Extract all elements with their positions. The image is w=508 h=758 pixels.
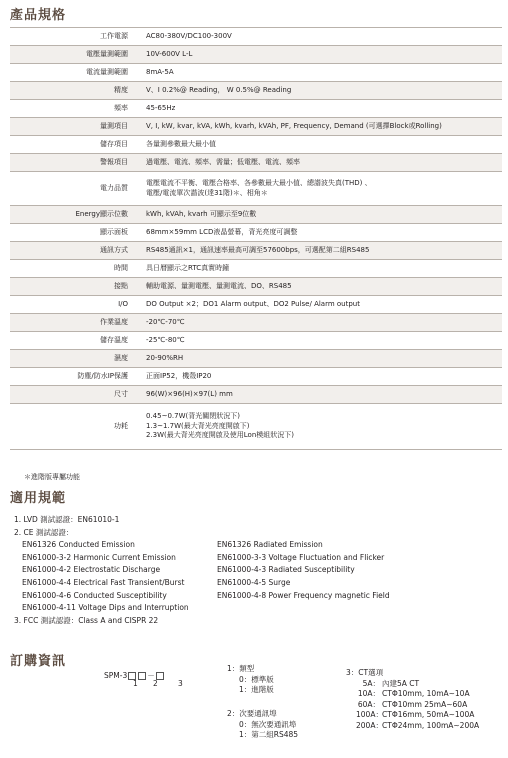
- spec-row: [10, 332, 502, 350]
- spec-label: 儲存溫度: [100, 335, 128, 344]
- spec-row: [10, 404, 502, 450]
- ct-option: [356, 700, 479, 711]
- spec-value: 10V-600V L-L: [138, 46, 502, 64]
- order-info: [0, 664, 508, 758]
- spec-label: Energy顯示位數: [10, 206, 138, 224]
- comm-option: 1：第二組RS485: [239, 730, 299, 739]
- spec-label: I/O: [118, 299, 128, 308]
- spec-table: [10, 27, 502, 450]
- ce-standard: EN61326 Conducted Emission: [22, 540, 135, 550]
- spec-value-line: 2.3W(最大背光亮度開啟及使用Lon模組狀況下): [146, 431, 295, 440]
- ce-standard-row: [14, 539, 494, 552]
- spec-label: 接點: [10, 278, 138, 296]
- standards-list: [14, 514, 494, 627]
- ct-rating: 100A：: [356, 710, 383, 719]
- spec-section-title: 產品規格: [10, 8, 67, 23]
- spec-label: 精度: [10, 82, 138, 100]
- spec-label: 警報項目: [10, 154, 138, 172]
- application-section-title: 適用規範: [10, 491, 67, 506]
- ce-standard-row: [14, 564, 494, 577]
- spec-value: 各量測參數最大最小值: [146, 139, 216, 148]
- ce-standard-row: [14, 590, 494, 603]
- type-title: 1：類型: [227, 664, 255, 673]
- ct-rating: 200A：: [356, 720, 383, 730]
- spec-row: [10, 260, 502, 278]
- spec-label: 電壓量測範圍: [10, 46, 138, 64]
- comm-title: 2：次要通訊埠: [227, 709, 277, 718]
- spec-row: [10, 278, 502, 296]
- option-index-2: 2: [153, 679, 158, 688]
- spec-value: V, I, kW, kvar, kVA, kWh, kvarh, kVAh, PF, Frequency, Demand (可選擇Block或Rolling): [138, 118, 502, 136]
- spec-label: 尺寸: [10, 386, 138, 404]
- spec-value: [138, 404, 502, 450]
- ct-title: 3：CT選項: [346, 668, 384, 677]
- spec-value: 具日曆顯示之RTC真實時鐘: [146, 263, 230, 272]
- ct-option: [356, 721, 479, 732]
- spec-row: [10, 350, 502, 368]
- spec-row: [10, 224, 502, 242]
- spec-value: AC80-380V/DC100-300V: [146, 31, 232, 40]
- option-box-2: [138, 672, 146, 680]
- ce-standard: EN61000-4-5 Surge: [217, 577, 291, 587]
- type-options: [227, 664, 274, 696]
- spec-row: [10, 100, 502, 118]
- spec-label: 工作電源: [100, 31, 128, 40]
- model-prefix: SPM-3: [104, 671, 128, 680]
- ce-standard: EN61000-4-6 Conducted Susceptibility: [22, 590, 167, 600]
- spec-value: 正面IP52，機殼IP20: [146, 371, 212, 380]
- ce-certification: 2. CE 測試認證：: [14, 527, 74, 537]
- ct-spec: CTΦ10mm 25mA~60A: [382, 699, 468, 709]
- ce-standard-row: [14, 602, 494, 615]
- option-index-1: 1: [133, 679, 138, 688]
- spec-value: DO Output ×2；DO1 Alarm output、DO2 Pulse/ Alarm output: [146, 299, 360, 308]
- spec-value-line: 電壓電流不平衡、電壓合格率、各參數最大最小值、總諧波失真(THD) 、: [146, 179, 372, 188]
- ct-option: [356, 710, 479, 721]
- lvd-certification: 1. LVD 測試認證：EN61010-1: [14, 515, 120, 524]
- ce-standard: [217, 602, 494, 615]
- fcc-certification: 3. FCC 測試認證：Class A and CISPR 22: [14, 615, 159, 625]
- spec-value: 8mA-5A: [146, 67, 174, 76]
- type-option: 1：進階版: [239, 685, 274, 694]
- spec-row: [10, 172, 502, 206]
- ct-option: [356, 689, 479, 700]
- spec-value: -25℃-80℃: [146, 335, 185, 344]
- ct-rating: 5A：: [362, 678, 380, 688]
- spec-row: [10, 206, 502, 224]
- spec-row: [10, 242, 502, 260]
- comm-option: 0：無次要通訊埠: [239, 719, 297, 729]
- advanced-footnote: ＊進階版專屬功能: [24, 473, 80, 481]
- ct-spec: CTΦ24mm, 100mA~200A: [382, 720, 480, 730]
- spec-value: RS485通訊×1，通訊速率最高可調至57600bps，可選配第二組RS485: [138, 242, 502, 260]
- comm-options: [227, 709, 298, 741]
- spec-label: 電流量測範圍: [86, 67, 128, 76]
- ce-standard: EN61000-3-3 Voltage Fluctuation and Flicker: [217, 552, 385, 562]
- spec-label: 顯示面板: [100, 227, 128, 236]
- type-option: 0：標準版: [239, 674, 274, 684]
- spec-row: [10, 314, 502, 332]
- ce-standard: EN61000-4-8 Power Frequency magnetic Field: [217, 590, 390, 600]
- order-section-title: 訂購資訊: [10, 654, 67, 669]
- spec-value: [138, 172, 502, 206]
- ce-standard: EN61000-4-2 Electrostatic Discharge: [22, 565, 161, 575]
- ce-standard-row: [14, 577, 494, 590]
- spec-label: 功耗: [114, 421, 128, 430]
- spec-label: 量測項目: [10, 118, 138, 136]
- spec-value-line: 1.3~1.7W(最大背光亮度開啟下): [146, 421, 250, 430]
- spec-value: 68mm×59mm LCD液晶螢幕，背光亮度可調整: [146, 227, 298, 236]
- spec-value-line: 電壓/電流單次諧波(達31階)＊、相角＊: [146, 188, 268, 197]
- spec-label: 儲存項目: [100, 139, 128, 148]
- ce-standard: EN61326 Radiated Emission: [217, 540, 323, 550]
- spec-value: 20-90%RH: [138, 350, 502, 368]
- ce-standard: EN61000-3-2 Harmonic Current Emission: [22, 552, 176, 562]
- ct-spec: CTΦ16mm, 50mA~100A: [382, 710, 475, 719]
- spec-value-line: 0.45~0.7W(背光關閉狀況下): [146, 412, 240, 421]
- spec-value: 過電壓、電流、頻率、需量；低電壓、電流、頻率: [138, 154, 502, 172]
- spec-label: 頻率: [114, 103, 128, 112]
- ce-standard: EN61000-4-4 Electrical Fast Transient/Burst: [22, 577, 185, 587]
- ct-option: [356, 679, 479, 690]
- spec-label: 電力品質: [100, 183, 128, 192]
- spec-row: [10, 154, 502, 172]
- ct-spec: 內建5A CT: [382, 678, 420, 688]
- spec-label: 時間: [114, 263, 128, 272]
- spec-row: [10, 386, 502, 404]
- spec-row: [10, 368, 502, 386]
- ce-standard: EN61000-4-11 Voltage Dips and Interruption: [22, 603, 189, 613]
- ce-standard-row: [14, 552, 494, 565]
- spec-value: kWh, kVAh, kvarh 可顯示至9位數: [138, 206, 502, 224]
- ct-rating: 10A：: [357, 689, 380, 698]
- ce-standard: EN61000-4-3 Radiated Susceptibility: [217, 565, 355, 575]
- ct-options: [346, 668, 479, 731]
- model-separator: －: [147, 671, 155, 680]
- spec-label: 作業溫度: [10, 314, 138, 332]
- ct-spec: CTΦ10mm, 10mA~10A: [382, 689, 470, 698]
- spec-label: 防塵/防水IP保護: [77, 371, 128, 380]
- option-index-3: 3: [178, 679, 183, 688]
- spec-value: 96(W)×96(H)×97(L) mm: [138, 386, 502, 404]
- spec-row: [10, 82, 502, 100]
- spec-value: 45-65Hz: [146, 103, 176, 112]
- spec-row: [10, 46, 502, 64]
- spec-value: -20℃-70℃: [138, 314, 502, 332]
- spec-label: 通訊方式: [10, 242, 138, 260]
- spec-value: 輔助電源、量測電壓、量測電流、DO、RS485: [138, 278, 502, 296]
- spec-row: [10, 118, 502, 136]
- spec-row: [10, 64, 502, 82]
- spec-row: [10, 136, 502, 154]
- spec-row: [10, 28, 502, 46]
- spec-value: V、I 0.2%@ Reading， W 0.5%@ Reading: [138, 82, 502, 100]
- ct-rating: 60A：: [357, 699, 380, 709]
- spec-label: 濕度: [10, 350, 138, 368]
- spec-row: [10, 296, 502, 314]
